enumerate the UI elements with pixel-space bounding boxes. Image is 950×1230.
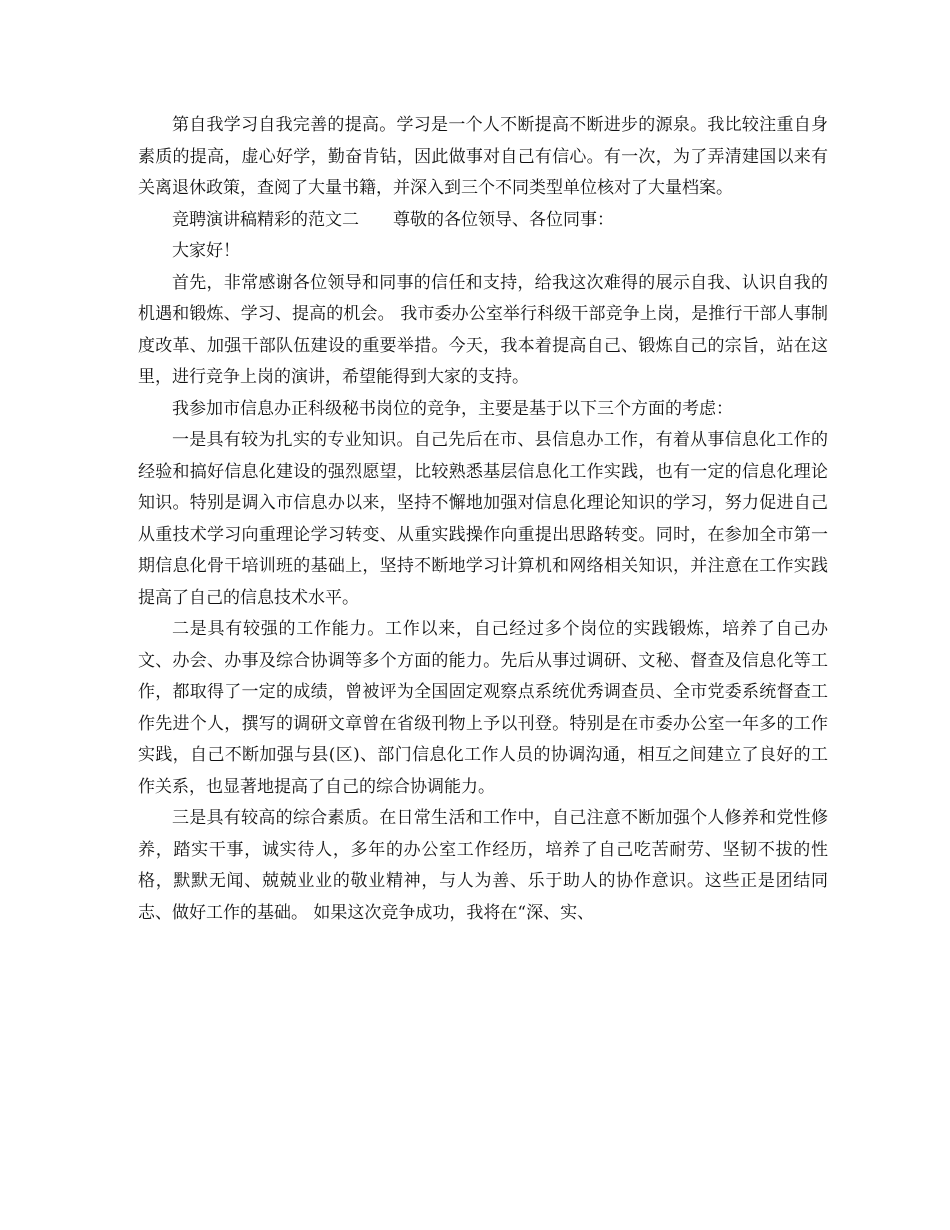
paragraph-reason-knowledge: 一是具有较为扎实的专业知识。自己先后在市、县信息办工作，有着从事信息化工作的经验和搞好信息化建设的强烈愿望，比较熟悉基层信息化工作实践，也有一定的信息化理论知识。特别是调入市信息办以来，坚持不懈地加强对信息化理论知识的学习，努力促进自己从重技术学习向重理论学习转变、从重实践操作向重提出思路转变。同时，在参加全市第一期信息化骨干培训班的基础上，坚持不断地学习计算机和网络相关知识，并注意在工作实践提高了自己的信息技术水平。 (138, 430, 828, 608)
paragraph-reason-ability: 二是具有较强的工作能力。工作以来，自己经过多个岗位的实践锻炼，培养了自己办文、办会、办事及综合协调等多个方面的能力。先后从事过调研、文秘、督查及信息化等工作，都取得了一定的成绩，曾被评为全国固定观察点系统优秀调查员、全市党委系统督查工作先进个人，撰写的调研文章曾在省级刊物上予以刊登。特别是在市委办公室一年多的工作实践，自己不断加强与县(区)、部门信息化工作人员的协调沟通，相互之间建立了良好的工作关系，也显著地提高了自己的综合协调能力。 (138, 619, 828, 797)
paragraph-reasons-intro: 我参加市信息办正科级秘书岗位的竞争，主要是基于以下三个方面的考虑： (172, 398, 733, 419)
paragraph-title-greeting: 竞聘演讲稿精彩的范文二 尊敬的各位领导、各位同事： (172, 209, 614, 230)
document-body (138, 110, 828, 929)
paragraph-reason-quality: 三是具有较高的综合素质。在日常生活和工作中，自己注意不断加强个人修养和党性修养，踏实干事，诚实待人，多年的办公室工作经历，培养了自己吃苦耐劳、坚韧不拔的性格，默默无闻、兢兢业业的敬业精神，与人为善、乐于助人的协作意识。这些正是团结同志、做好工作的基础。 如果这次竞争成功，我将在“深、实、 (138, 808, 828, 923)
paragraph-hello: 大家好！ (172, 241, 240, 261)
paragraph-self-study: 第自我学习自我完善的提高。学习是一个人不断提高不断进步的源泉。我比较注重自身素质的提高，虚心好学，勤奋肯钻，因此做事对自己有信心。有一次，为了弄清建国以来有关离退休政策，查阅了大量书籍，并深入到三个不同类型单位核对了大量档案。 (138, 115, 828, 198)
paragraph-thanks: 首先，非常感谢各位领导和同事的信任和支持，给我这次难得的展示自我、认识自我的机遇和锻炼、学习、提高的机会。 我市委办公室举行科级干部竞争上岗，是推行干部人事制度改革、加强干部队伍建设的重要举措。今天，我本着提高自己、锻炼自己的宗旨，站在这里，进行竞争上岗的演讲，希望能得到大家的支持。 (138, 272, 828, 387)
